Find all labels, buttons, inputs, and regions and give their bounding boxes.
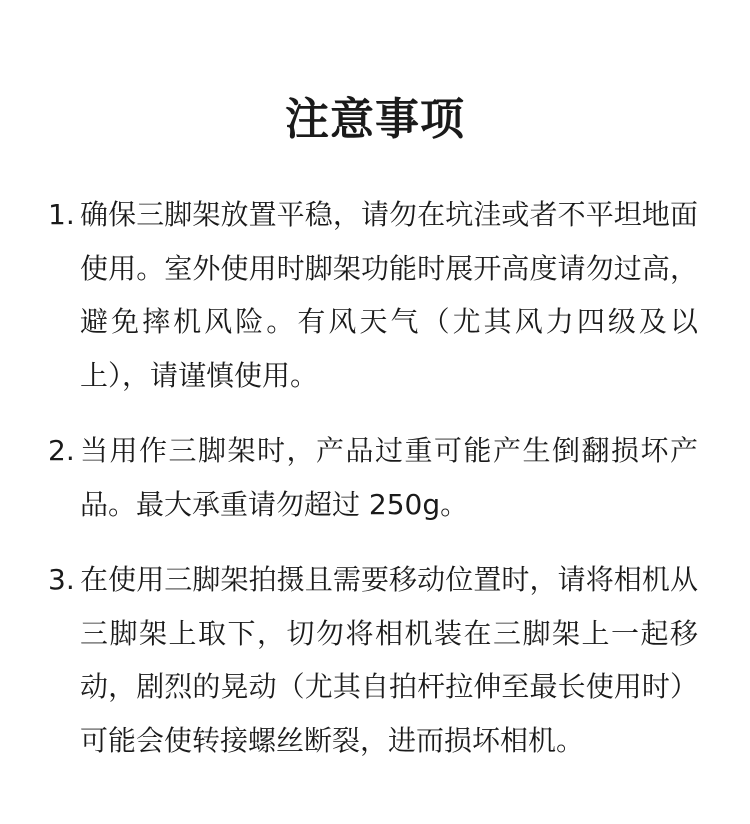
notice-item-1: [48, 188, 698, 402]
notice-number: 2.: [48, 434, 75, 467]
notice-item-3: [48, 553, 698, 767]
notice-text: 在使用三脚架拍摄且需要移动位置时，请将相机从三脚架上取下，切勿将相机装在三脚架上一起移动，剧烈的晃动（尤其自拍杆拉伸至最长使用时）可能会使转接螺丝断裂，进而损坏相机。: [80, 563, 698, 757]
notice-text: 当用作三脚架时，产品过重可能产生倒翻损坏产品。最大承重请勿超过 250g。: [80, 434, 698, 521]
notice-number: 3.: [48, 563, 75, 596]
notice-number: 1.: [48, 198, 75, 231]
page-title: 注意事项: [285, 94, 465, 145]
notice-text: 确保三脚架放置平稳，请勿在坑洼或者不平坦地面使用。室外使用时脚架功能时展开高度请勿过高，避免摔机风险。有风天气（尤其风力四级及以上），请谨慎使用。: [80, 198, 698, 392]
notice-list: [48, 188, 698, 767]
notice-item-2: [48, 424, 698, 531]
